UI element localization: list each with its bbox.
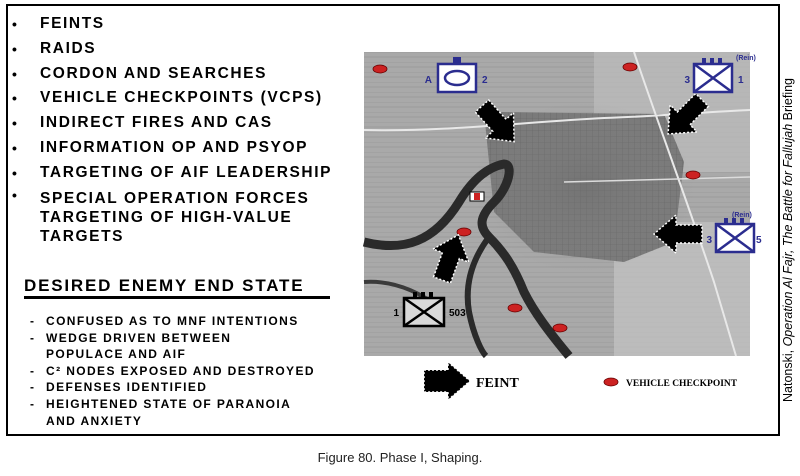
bullet-item: • SPECIAL OPERATION FORCES TARGETING OF HIGH-VALUE TARGETS	[10, 186, 340, 246]
feint-legend-arrow	[424, 362, 470, 400]
bullet-item: • TARGETING OF AIF LEADERSHIP	[10, 161, 340, 186]
map-legend	[418, 362, 758, 406]
fallujah-map	[364, 52, 762, 356]
vehicle-checkpoint	[373, 65, 387, 73]
unit-label: (Rein)	[732, 212, 752, 219]
unit-label: A	[424, 75, 432, 86]
vehicle-checkpoint	[553, 324, 567, 332]
figure-caption: Figure 80. Phase I, Shaping.	[317, 450, 483, 465]
unit-label: 3	[684, 75, 690, 86]
unit-label: 503	[449, 308, 466, 319]
feint-legend-label: FEINT	[476, 376, 519, 391]
end-state-item: - DEFENSES IDENTIFIED	[30, 379, 326, 396]
unit-label: 2	[482, 75, 488, 86]
bullet-item: • RAIDS	[10, 37, 340, 62]
bullet-item: • INDIRECT FIRES AND CAS	[10, 111, 340, 136]
end-state-item: - C² NODES EXPOSED AND DESTROYED	[30, 363, 346, 380]
shaping-actions-list	[10, 12, 340, 246]
title-underline	[24, 296, 330, 299]
end-state-item: - HEIGHTENED STATE OF PARANOIA AND ANXIETY	[30, 396, 316, 429]
bullet-item: • VEHICLE CHECKPOINTS (VCPS)	[10, 86, 340, 111]
end-state-item: - WEDGE DRIVEN BETWEEN POPULACE AND AIF	[30, 330, 246, 363]
checkpoint-legend-label: VEHICLE CHECKPOINT	[626, 379, 738, 389]
vehicle-checkpoint	[508, 304, 522, 312]
checkpoint-legend-icon	[604, 378, 618, 386]
unit-label: (Rein)	[736, 55, 756, 62]
bullet-item: • INFORMATION OP AND PSYOP	[10, 136, 340, 161]
briefing-slide	[6, 4, 780, 436]
unit-label: 3	[706, 235, 712, 246]
flag-marker	[470, 192, 484, 201]
unit-label: 5	[756, 235, 762, 246]
bullet-item: • FEINTS	[10, 12, 340, 37]
end-state-title: DESIRED ENEMY END STATE	[24, 276, 305, 295]
vehicle-checkpoint	[623, 63, 637, 71]
vehicle-checkpoint	[686, 171, 700, 179]
source-credit: Natonski, Operation Al Fajr, The Battle for Fallujah Briefing	[781, 77, 795, 403]
unit-label: 1	[738, 75, 744, 86]
bullet-item: • CORDON AND SEARCHES	[10, 62, 340, 87]
unit-label: 1	[393, 308, 399, 319]
end-state-item: - CONFUSED AS TO MNF INTENTIONS	[30, 313, 326, 330]
end-state-list	[30, 313, 346, 429]
